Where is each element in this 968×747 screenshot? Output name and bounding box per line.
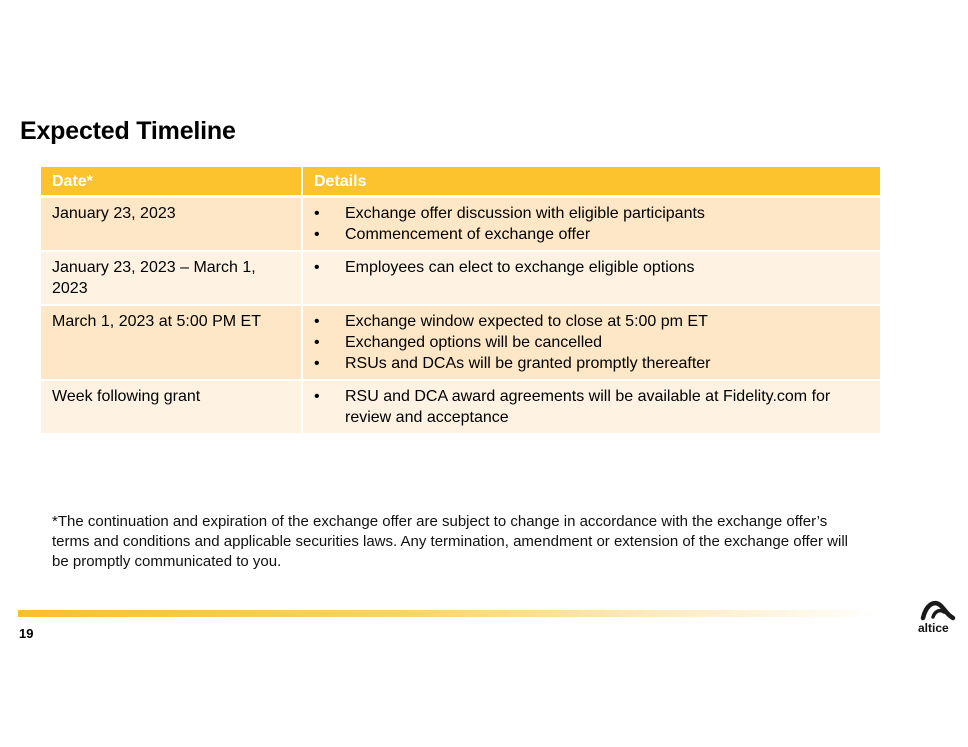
table-row <box>41 252 880 306</box>
bullet-icon: • <box>314 226 320 243</box>
bullet-icon: • <box>314 313 320 330</box>
row-details <box>303 381 880 435</box>
row-details <box>303 252 880 306</box>
bullet-icon: • <box>314 388 320 405</box>
detail-item <box>314 332 870 353</box>
footer-accent-bar <box>18 610 878 617</box>
bullet-icon: • <box>314 355 320 372</box>
detail-list <box>314 386 870 428</box>
footnote: *The continuation and expiration of the exchange offer are subject to change in accordance with the exchange offer’s terms and conditions and applicable securities laws. Any termination, amendment or extension of the exchange offer will be promptly communicated to you. <box>52 513 848 570</box>
bullet-icon: • <box>314 205 320 222</box>
logo-text: altice <box>918 621 949 635</box>
detail-text: Exchanged options will be cancelled <box>345 334 603 351</box>
detail-text: Commencement of exchange offer <box>345 226 591 243</box>
header-details: Details <box>303 167 880 198</box>
row-date: March 1, 2023 at 5:00 PM ET <box>41 306 303 381</box>
table-row <box>41 198 880 252</box>
detail-text: RSU and DCA award agreements will be available at Fidelity.com for review and acceptance <box>345 388 831 426</box>
detail-text: Employees can elect to exchange eligible options <box>345 259 695 276</box>
detail-item <box>314 224 870 245</box>
bullet-icon: • <box>314 334 320 351</box>
detail-list <box>314 203 870 245</box>
page-title: Expected Timeline <box>20 117 236 145</box>
detail-text: Exchange offer discussion with eligible participants <box>345 205 705 222</box>
detail-list <box>314 311 870 374</box>
row-details <box>303 306 880 381</box>
row-date: January 23, 2023 <box>41 198 303 252</box>
page-number: 19 <box>19 626 34 641</box>
detail-item <box>314 386 870 428</box>
row-date: Week following grant <box>41 381 303 435</box>
row-date: January 23, 2023 – March 1, 2023 <box>41 252 303 306</box>
detail-list <box>314 257 870 278</box>
detail-text: RSUs and DCAs will be granted promptly thereafter <box>345 355 711 372</box>
detail-item <box>314 257 870 278</box>
table-header-row <box>41 167 880 198</box>
bullet-icon: • <box>314 259 320 276</box>
table-row <box>41 306 880 381</box>
table-row <box>41 381 880 435</box>
detail-item <box>314 353 870 374</box>
detail-item <box>314 311 870 332</box>
altice-logo-icon <box>920 597 956 621</box>
detail-text: Exchange window expected to close at 5:00 pm ET <box>345 313 708 330</box>
timeline-table <box>41 167 880 435</box>
header-date: Date* <box>41 167 303 198</box>
altice-logo <box>918 597 958 641</box>
detail-item <box>314 203 870 224</box>
row-details <box>303 198 880 252</box>
